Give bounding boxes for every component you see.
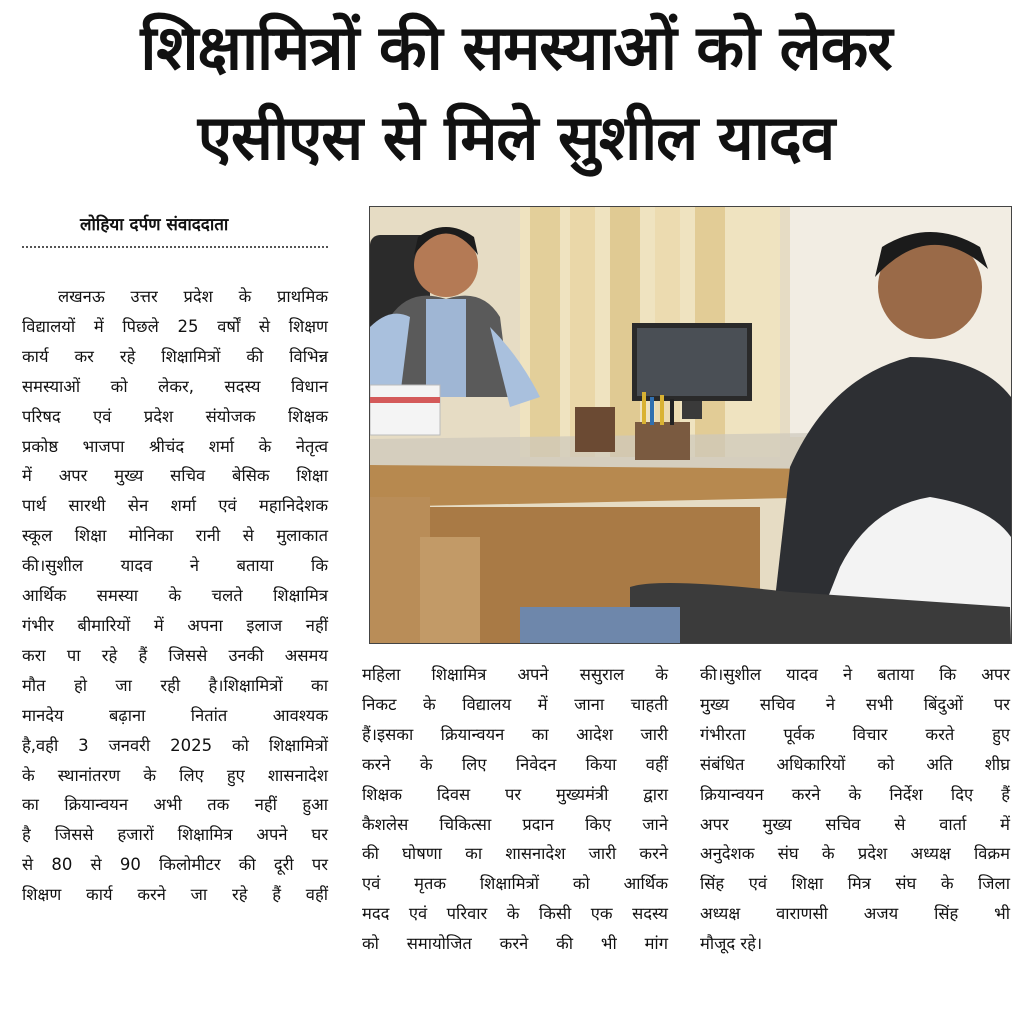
article-line: का क्रियान्वयन अभी तक नहीं हुआ [22,795,328,815]
byline-divider [22,246,328,248]
article-line: मदद एवं परिवार के किसी एक सदस्य [362,904,668,924]
article-line: सिंह एवं शिक्षा मित्र संघ के जिला [700,874,1010,894]
article-line: मौजूद रहे। [700,934,763,954]
article-line: स्कूल शिक्षा मोनिका रानी से मुलाकात [22,526,328,546]
article-line: है,वही 3 जनवरी 2025 को शिक्षामित्रों [22,735,328,755]
article-column-3 [700,660,1010,959]
article-line: विद्यालयों में पिछले 25 वर्षों से शिक्षण [22,316,328,336]
article-line: पार्थ सारथी सेन शर्मा एवं महानिदेशक [22,496,328,516]
article-line: महिला शिक्षामित्र अपने ससुराल के [362,665,668,684]
article-line: की।सुशील यादव ने बताया कि अपर [700,665,1010,684]
headline-line-2: एसीएस से मिले सुशील यादव [197,101,835,174]
article-line: समस्याओं को लेकर, सदस्य विधान [22,376,328,396]
article-line: कैशलेस चिकित्सा प्रदान किए जाने [362,814,668,834]
article-line: अनुदेशक संघ के प्रदेश अध्यक्ष विक्रम [700,844,1010,864]
article-line: करने के लिए निवेदन किया वहीं [362,754,668,774]
article-line: से 80 से 90 किलोमीटर की दूरी पर [22,855,328,875]
article-line: करा पा रहे हैं जिससे उनकी असमय [22,645,328,665]
article-line: को समायोजित करने की भी मांग [362,934,668,954]
article-line: क्रियान्वयन करने के निर्देश दिए हैं [700,784,1010,804]
article-column-1 [22,282,328,910]
article-line: निकट के विद्यालय में जाना चाहती [362,694,668,714]
article-column-2 [362,660,668,959]
article-line: परिषद एवं प्रदेश संयोजक शिक्षक [22,406,328,426]
byline: लोहिया दर्पण संवाददाता [80,215,229,235]
article-line: अध्यक्ष वाराणसी अजय सिंह भी [700,904,1010,924]
article-line: है जिससे हजारों शिक्षामित्र अपने घर [22,825,328,845]
article-line: प्रकोष्ठ भाजपा श्रीचंद शर्मा के नेतृत्व [22,436,328,456]
meeting-photo [369,206,1012,644]
article-line: मानदेय बढ़ाना नितांत आवश्यक [22,705,328,725]
article-line: संबंधित अधिकारियों को अति शीघ्र [700,754,1010,774]
article-line: की।सुशील यादव ने बताया कि [22,556,328,576]
headline-line-1: शिक्षामित्रों की समस्याओं को लेकर [140,11,892,84]
article-line: के स्थानांतरण के लिए हुए शासनादेश [22,765,328,785]
article-line: की घोषणा का शासनादेश जारी करने [362,844,668,864]
article-line: शिक्षण कार्य करने जा रहे हैं वहीं [22,885,328,905]
article-line: में अपर मुख्य सचिव बेसिक शिक्षा [22,466,328,486]
article-line: गंभीर बीमारियों में अपना इलाज नहीं [22,615,328,635]
article-line: कार्य कर रहे शिक्षामित्रों की विभिन्न [22,346,328,366]
article-line: अपर मुख्य सचिव से वार्ता में [700,814,1010,834]
article-line: मौत हो जा रही है।शिक्षामित्रों का [22,675,328,695]
article-line: शिक्षक दिवस पर मुख्यमंत्री द्वारा [362,784,668,804]
article-line: आर्थिक समस्या के चलते शिक्षामित्र [22,586,328,606]
article-line: गंभीरता पूर्वक विचार करते हुए [700,724,1010,744]
article-line: एवं मृतक शिक्षामित्रों को आर्थिक [362,874,668,894]
article-line: हैं।इसका क्रियान्वयन का आदेश जारी [362,724,668,744]
article-line: लखनऊ उत्तर प्रदेश के प्राथमिक [58,287,328,306]
article-line: मुख्य सचिव ने सभी बिंदुओं पर [700,694,1010,714]
